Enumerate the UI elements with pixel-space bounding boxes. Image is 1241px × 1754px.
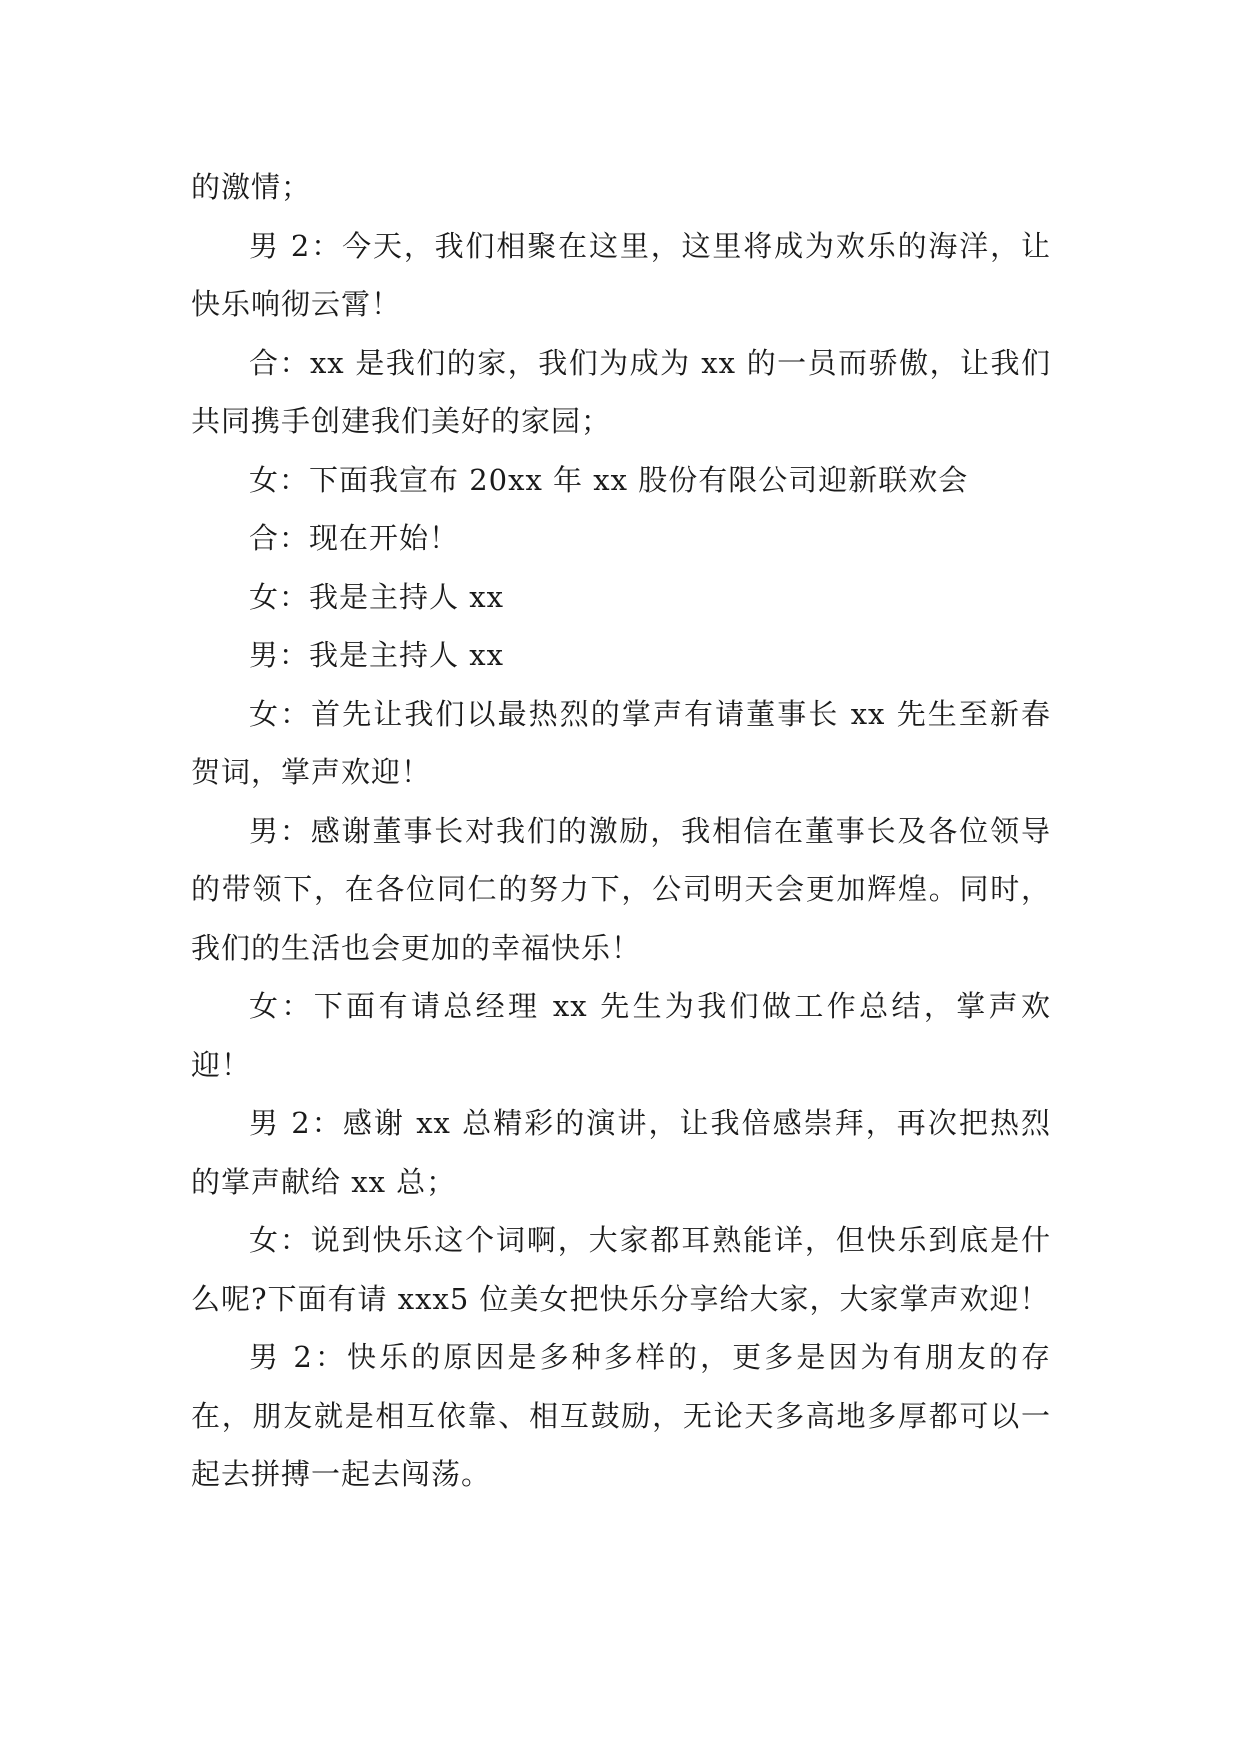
document-body — [191, 158, 1051, 1504]
paragraph-2: 男 2：今天，我们相聚在这里，这里将成为欢乐的海洋，让快乐响彻云霄！ — [191, 228, 1051, 321]
paragraph-3: 合：xx 是我们的家，我们为成为 xx 的一员而骄傲，让我们共同携手创建我们美好的家园； — [191, 345, 1051, 438]
paragraph-7: 男：我是主持人 xx — [249, 638, 504, 672]
paragraph-1: 的激情； — [191, 170, 312, 204]
paragraph-8: 女：首先让我们以最热烈的掌声有请董事长 xx 先生至新春贺词，掌声欢迎！ — [191, 696, 1051, 789]
paragraph-4: 女：下面我宣布 20xx 年 xx 股份有限公司迎新联欢会 — [249, 462, 969, 497]
paragraph-11: 男 2：感谢 xx 总精彩的演讲，让我倍感崇拜，再次把热烈的掌声献给 xx 总； — [191, 1106, 1051, 1199]
paragraph-10: 女：下面有请总经理 xx 先生为我们做工作总结，掌声欢迎！ — [191, 989, 1051, 1082]
paragraph-13: 男 2：快乐的原因是多种多样的，更多是因为有朋友的存在，朋友就是相互依靠、相互鼓励，无论天多高地多厚都可以一起去拼搏一起去闯荡。 — [191, 1340, 1051, 1491]
paragraph-9: 男：感谢董事长对我们的激励，我相信在董事长及各位领导的带领下，在各位同仁的努力下，公司明天会更加辉煌。同时，我们的生活也会更加的幸福快乐！ — [191, 813, 1051, 965]
paragraph-6: 女：我是主持人 xx — [249, 579, 504, 614]
paragraph-12: 女：说到快乐这个词啊，大家都耳熟能详，但快乐到底是什么呢?下面有请 xxx5 位美女把快乐分享给大家，大家掌声欢迎！ — [191, 1223, 1051, 1316]
paragraph-5: 合：现在开始！ — [249, 521, 460, 555]
